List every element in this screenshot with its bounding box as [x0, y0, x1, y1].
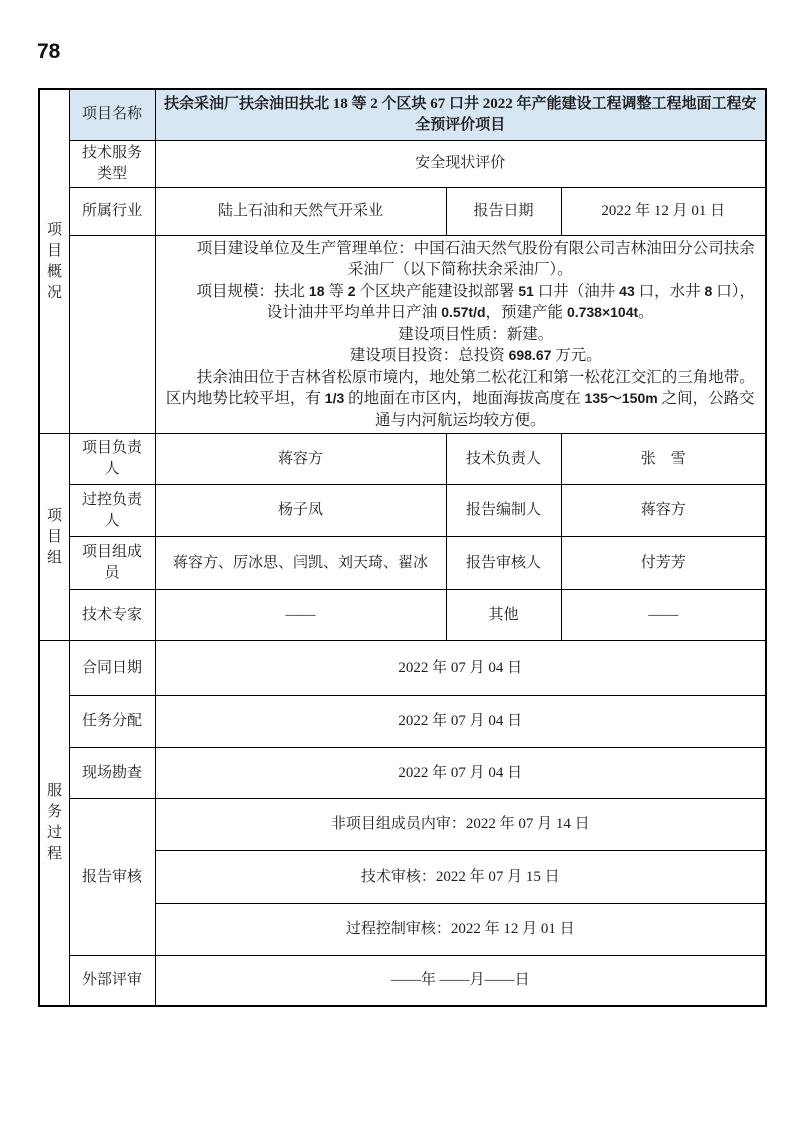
description-paragraph: 扶余油田位于吉林省松原市境内，地处第二松花江和第一松花江交汇的三角地带。区内地势比较平坦，有 1/3 的地面在市区内，地面海拔高度在 135～150m 之间，公路交通与内河航运均较方便。: [165, 368, 755, 429]
site-survey-value: 2022 年 07 月 04 日: [155, 748, 766, 799]
report-author-label: 报告编制人: [446, 485, 561, 537]
process-control-leader-value: 杨子凤: [155, 485, 446, 537]
report-date-label: 报告日期: [446, 187, 561, 235]
internal-review-value: 非项目组成员内审：2022 年 07 月 14 日: [155, 799, 766, 851]
process-control-review-value: 过程控制审核：2022 年 12 月 01 日: [155, 904, 766, 956]
service-type-label: 技术服务类型: [69, 140, 155, 187]
tech-leader-label: 技术负责人: [446, 434, 561, 485]
task-assignment-value: 2022 年 07 月 04 日: [155, 696, 766, 748]
contract-date-value: 2022 年 07 月 04 日: [155, 641, 766, 696]
external-review-label: 外部评审: [69, 956, 155, 1006]
section-overview-label: 项目概况: [39, 89, 69, 434]
service-type-value: 安全现状评价: [155, 140, 766, 187]
page-number: 78: [37, 40, 61, 63]
section-process-label: 服务过程: [39, 641, 69, 1006]
site-survey-label: 现场勘查: [69, 748, 155, 799]
industry-value: 陆上石油和天然气开采业: [155, 187, 446, 235]
project-leader-value: 蒋容方: [155, 434, 446, 485]
empty-cell: [69, 235, 155, 434]
process-control-leader-label: 过控负责人: [69, 485, 155, 537]
contract-date-label: 合同日期: [69, 641, 155, 696]
project-leader-label: 项目负责人: [69, 434, 155, 485]
team-members-label: 项目组成员: [69, 537, 155, 590]
project-form-table: [38, 88, 767, 1007]
project-name-value: 扶余采油厂扶余油田扶北 18 等 2 个区块 67 口井 2022 年产能建设工程调整工程地面工程安全预评价项目: [155, 89, 766, 140]
description-paragraph: 项目建设单位及生产管理单位：中国石油天然气股份有限公司吉林油田分公司扶余采油厂（以下简称扶余采油厂）。: [196, 239, 755, 278]
report-date-value: 2022 年 12 月 01 日: [561, 187, 766, 235]
tech-leader-value: 张 雪: [561, 434, 766, 485]
report-author-value: 蒋容方: [561, 485, 766, 537]
task-assignment-label: 任务分配: [69, 696, 155, 748]
other-label: 其他: [446, 590, 561, 641]
description-paragraph: 项目规模：扶北 18 等 2 个区块产能建设拟部署 51 口井（油井 43 口，水井 8 口），设计油井平均单井日产油 0.57t/d，预建产能 0.738×104t。: [196, 282, 755, 321]
technical-review-value: 技术审核：2022 年 07 月 15 日: [155, 851, 766, 904]
project-description: [155, 235, 766, 434]
project-name-label: 项目名称: [69, 89, 155, 140]
tech-expert-value: ——: [155, 590, 446, 641]
tech-expert-label: 技术专家: [69, 590, 155, 641]
industry-label: 所属行业: [69, 187, 155, 235]
report-reviewer-label: 报告审核人: [446, 537, 561, 590]
description-paragraph: 建设项目性质：新建。: [398, 325, 554, 343]
report-review-label: 报告审核: [69, 799, 155, 956]
description-paragraph: 建设项目投资：总投资 698.67 万元。: [349, 347, 602, 364]
external-review-value: ——年 ——月——日: [155, 956, 766, 1006]
section-team-label: 项目组: [39, 434, 69, 641]
other-value: ——: [561, 590, 766, 641]
team-members-value: 蒋容方、厉冰思、闫凯、刘天琦、翟冰: [155, 537, 446, 590]
report-reviewer-value: 付芳芳: [561, 537, 766, 590]
